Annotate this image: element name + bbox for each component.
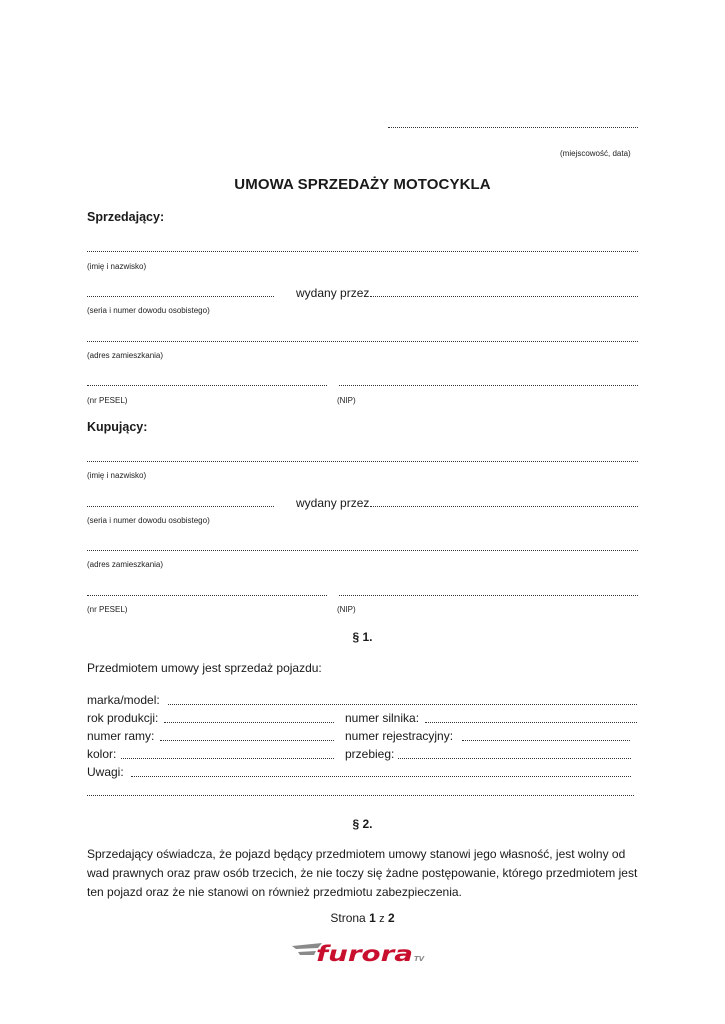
logo-suffix: TV bbox=[414, 955, 425, 963]
seller-nip-caption: (NIP) bbox=[337, 396, 356, 405]
make-model-line[interactable] bbox=[168, 704, 637, 705]
registration-number-label: numer rejestracyjny: bbox=[345, 729, 454, 743]
buyer-pesel-line[interactable] bbox=[87, 595, 327, 596]
buyer-name-caption: (imię i nazwisko) bbox=[87, 471, 147, 480]
registration-number-line[interactable] bbox=[462, 740, 630, 741]
seller-id-caption: (seria i numer dowodu osobistego) bbox=[87, 306, 210, 315]
buyer-id-caption: (seria i numer dowodu osobistego) bbox=[87, 516, 210, 525]
notes-label: Uwagi: bbox=[87, 765, 124, 779]
color-label: kolor: bbox=[87, 747, 117, 761]
buyer-address-line[interactable] bbox=[87, 550, 638, 551]
furora-logo bbox=[290, 940, 435, 968]
section1-heading: § 1. bbox=[352, 630, 373, 644]
page-current: 1 bbox=[369, 911, 376, 925]
seller-id-line[interactable] bbox=[87, 296, 274, 297]
place-date-caption: (miejscowość, data) bbox=[560, 149, 631, 158]
seller-issued-by-label: wydany przez bbox=[296, 286, 370, 300]
seller-pesel-caption: (nr PESEL) bbox=[87, 396, 128, 405]
notes-line-2[interactable] bbox=[87, 795, 634, 796]
seller-address-line[interactable] bbox=[87, 341, 638, 342]
notes-line-1[interactable] bbox=[131, 776, 631, 777]
buyer-nip-line[interactable] bbox=[339, 595, 638, 596]
seller-heading: Sprzedający: bbox=[87, 210, 165, 224]
mileage-line[interactable] bbox=[398, 758, 631, 759]
seller-pesel-line[interactable] bbox=[87, 385, 327, 386]
furora-logo-graphic bbox=[290, 940, 435, 968]
page-total: 2 bbox=[387, 911, 395, 925]
document-title: UMOWA SPRZEDAŻY MOTOCYKLA bbox=[234, 176, 491, 193]
buyer-issued-by-label: wydany przez bbox=[296, 496, 370, 510]
engine-number-line[interactable] bbox=[425, 722, 637, 723]
seller-issued-by-line[interactable] bbox=[370, 296, 638, 297]
production-year-line[interactable] bbox=[164, 722, 334, 723]
seller-address-caption: (adres zamieszkania) bbox=[87, 351, 164, 360]
seller-nip-line[interactable] bbox=[339, 385, 638, 386]
frame-number-line[interactable] bbox=[160, 740, 334, 741]
page-prefix: Strona bbox=[330, 911, 366, 925]
buyer-nip-caption: (NIP) bbox=[337, 605, 356, 614]
buyer-pesel-caption: (nr PESEL) bbox=[87, 605, 128, 614]
buyer-name-line[interactable] bbox=[87, 461, 638, 462]
mileage-label: przebieg: bbox=[345, 747, 395, 761]
seller-name-caption: (imię i nazwisko) bbox=[87, 262, 147, 271]
color-line[interactable] bbox=[121, 758, 334, 759]
section2-heading: § 2. bbox=[352, 817, 373, 831]
logo-wordmark: furora bbox=[316, 942, 413, 966]
buyer-address-caption: (adres zamieszkania) bbox=[87, 560, 164, 569]
buyer-issued-by-line[interactable] bbox=[370, 506, 638, 507]
engine-number-label: numer silnika: bbox=[345, 711, 420, 725]
buyer-id-line[interactable] bbox=[87, 506, 274, 507]
seller-name-line[interactable] bbox=[87, 251, 638, 252]
make-model-label: marka/model: bbox=[87, 693, 160, 707]
buyer-heading: Kupujący: bbox=[87, 420, 148, 434]
frame-number-label: numer ramy: bbox=[87, 729, 155, 743]
section2-text: Sprzedający oświadcza, że pojazd będący przedmiotem umowy stanowi jego własność, jest wolny od wad prawnych oraz praw osób trzecich, że nie toczy się żadne postępowanie, którego przedmiotem jest ten pojazd oraz że nie stanowi on również przedmiotu zabezpieczenia. bbox=[87, 847, 638, 899]
production-year-label: rok produkcji: bbox=[87, 711, 159, 725]
place-date-line[interactable] bbox=[388, 127, 638, 128]
page-sep: z bbox=[379, 913, 385, 925]
page-number bbox=[0, 911, 725, 925]
section1-intro: Przedmiotem umowy jest sprzedaż pojazdu: bbox=[87, 661, 322, 675]
